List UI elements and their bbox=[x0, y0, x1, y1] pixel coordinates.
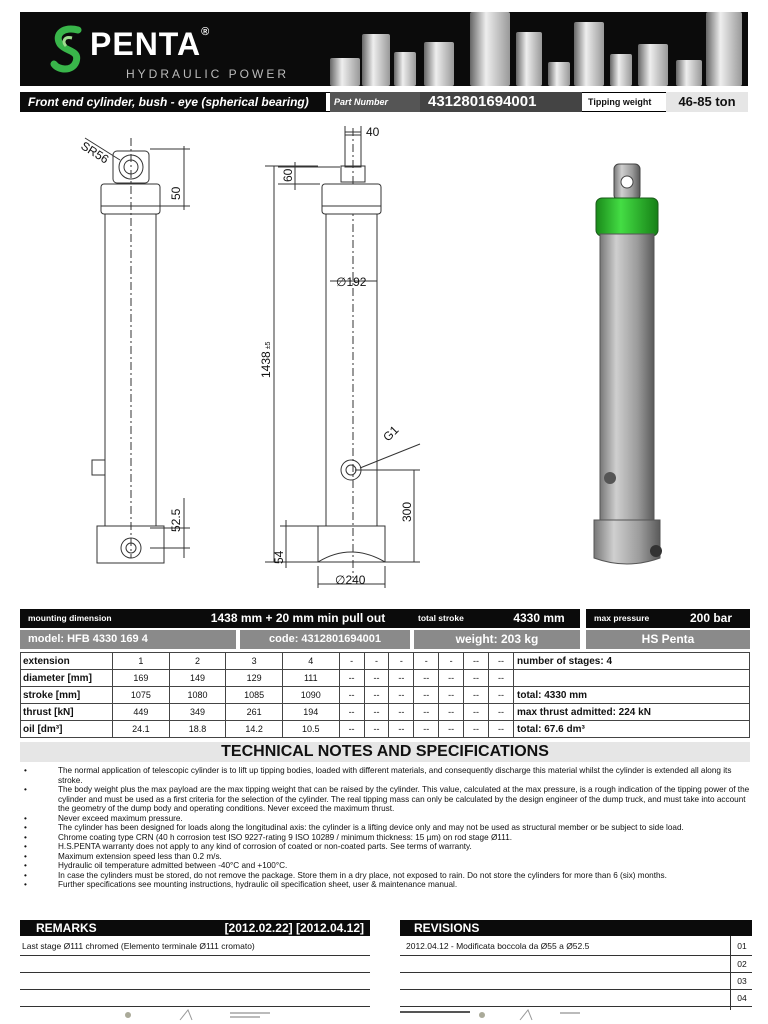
spec-cell: 349 bbox=[169, 704, 226, 721]
spec-cell: 2 bbox=[169, 653, 226, 670]
product-weight: weight: 203 kg bbox=[414, 630, 580, 649]
total-stroke-value: 4330 mm bbox=[498, 609, 580, 628]
remarks-title: REMARKS bbox=[36, 921, 97, 935]
spec-row bbox=[21, 670, 750, 687]
spec-cell: 1085 bbox=[226, 687, 283, 704]
dim-60: 60 bbox=[281, 168, 295, 182]
part-number-value: 4312801694001 bbox=[420, 92, 582, 112]
spec-cell: 4 bbox=[282, 653, 339, 670]
product-title: Front end cylinder, bush - eye (spherical bearing) bbox=[20, 92, 326, 112]
penta-logo-icon bbox=[50, 24, 86, 74]
spec-row-summary bbox=[514, 670, 750, 687]
note-item: • Maximum extension speed less than 0.2 m/s. bbox=[20, 852, 750, 862]
total-stroke-label: total stroke bbox=[412, 609, 498, 628]
spec-cell: -- bbox=[439, 670, 464, 687]
notes-heading: TECHNICAL NOTES AND SPECIFICATIONS bbox=[20, 742, 750, 762]
note-item: • Chrome coating type CRN (40 h corrosion test ISO 9227-rating 9 ISO 10289 / minimum thickness: 15 µm) on rod stage Ø111. bbox=[20, 833, 750, 843]
spec-cell: 1075 bbox=[113, 687, 170, 704]
revision-number: 01 bbox=[737, 941, 747, 951]
brand-name: PENTA® bbox=[90, 26, 211, 62]
spec-cell: 111 bbox=[282, 670, 339, 687]
spec-cell: 129 bbox=[226, 670, 283, 687]
spec-cell: 24.1 bbox=[113, 721, 170, 738]
note-item: • The normal application of telescopic cylinder is to lift up tipping bodies, loaded with different materials, and consequently discharge this material whilst the cylinder is extended all along its stroke. bbox=[20, 766, 750, 785]
spec-cell: -- bbox=[488, 653, 513, 670]
spec-cell: 18.8 bbox=[169, 721, 226, 738]
spec-cell: -- bbox=[389, 704, 414, 721]
dim-50: 50 bbox=[169, 186, 183, 200]
note-item: • The body weight plus the max payload are the max tipping weight that can be raised by the cylinder. This value, calculated at the max pressure, is a rough indication of the tipping power of the cylinder and must be used as a first criteria for the selection of the cylinder. The real tipping mass can only be calculated by the design engineer of the dump truck, and must take into account the geometry of the dump body and operating conditions. Never exceed the maximum thrust. bbox=[20, 785, 750, 814]
spec-cell: 149 bbox=[169, 670, 226, 687]
tipping-weight-label: Tipping weight bbox=[588, 97, 652, 107]
spec-cell: -- bbox=[364, 687, 389, 704]
dim-52-5: 52.5 bbox=[169, 508, 183, 532]
spec-cell: -- bbox=[464, 704, 489, 721]
mounting-dimension-value: 1438 mm + 20 mm min pull out bbox=[180, 609, 416, 628]
spec-table bbox=[20, 652, 750, 738]
product-code: code: 4312801694001 bbox=[240, 630, 410, 649]
spec-row-label: extension bbox=[21, 653, 113, 670]
registered-mark: ® bbox=[201, 26, 211, 38]
spec-row-summary: total: 4330 mm bbox=[514, 687, 750, 704]
summary-row-1 bbox=[20, 609, 750, 628]
cylinder-photos bbox=[320, 12, 748, 86]
spec-cell: -- bbox=[364, 670, 389, 687]
technical-drawing bbox=[0, 118, 768, 600]
dim-g1: G1 bbox=[380, 422, 402, 445]
spec-cell: 1090 bbox=[282, 687, 339, 704]
spec-cell: -- bbox=[488, 721, 513, 738]
spec-cell: -- bbox=[414, 704, 439, 721]
spec-cell: - bbox=[414, 653, 439, 670]
summary-row-2 bbox=[20, 630, 750, 649]
spec-row-label: thrust [kN] bbox=[21, 704, 113, 721]
dim-1438: 1438±5 bbox=[259, 341, 273, 378]
spec-cell: -- bbox=[439, 687, 464, 704]
spec-cell: 10.5 bbox=[282, 721, 339, 738]
note-item: • The cylinder has been designed for loads along the longitudinal axis: the cylinder is a lifting device only and may not be used as structural member or be subject to side load. bbox=[20, 823, 750, 833]
spec-cell: -- bbox=[339, 721, 364, 738]
spec-cell: -- bbox=[339, 687, 364, 704]
note-item: • Never exceed maximum pressure. bbox=[20, 814, 750, 824]
spec-cell: -- bbox=[464, 670, 489, 687]
dim-sr56: SR56 bbox=[78, 138, 112, 167]
note-item: • H.S.PENTA warranty does not apply to any kind of corrosion of coated or non-coated parts. See terms of warranty. bbox=[20, 842, 750, 852]
cylinder-render bbox=[594, 164, 662, 564]
spec-cell: -- bbox=[414, 687, 439, 704]
dim-240: ∅240 bbox=[335, 573, 366, 587]
spec-row-summary: total: 67.6 dm³ bbox=[514, 721, 750, 738]
spec-cell: -- bbox=[439, 721, 464, 738]
spec-cell: -- bbox=[488, 670, 513, 687]
model-code: model: HFB 4330 169 4 bbox=[20, 630, 236, 649]
spec-cell: -- bbox=[339, 670, 364, 687]
remarks-dates: [2012.02.22] [2012.04.12] bbox=[224, 921, 364, 935]
remarks-line-1: Last stage Ø111 chromed (Elemento terminale Ø111 cromato) bbox=[22, 941, 255, 951]
spec-cell: 3 bbox=[226, 653, 283, 670]
note-item: • Hydraulic oil temperature admitted between -40°C and +100°C. bbox=[20, 861, 750, 871]
spec-cell: - bbox=[439, 653, 464, 670]
spec-cell: - bbox=[389, 653, 414, 670]
spec-cell: -- bbox=[389, 721, 414, 738]
spec-row-label: stroke [mm] bbox=[21, 687, 113, 704]
spec-cell: 1 bbox=[113, 653, 170, 670]
header-banner bbox=[20, 12, 748, 86]
spec-cell: -- bbox=[464, 687, 489, 704]
part-number-label: Part Number bbox=[330, 92, 420, 112]
brand-tagline: HYDRAULIC POWER bbox=[126, 67, 290, 81]
spec-row-label: diameter [mm] bbox=[21, 670, 113, 687]
mounting-dimension-label: mounting dimension bbox=[20, 609, 180, 628]
spec-cell: -- bbox=[364, 704, 389, 721]
spec-cell: 449 bbox=[113, 704, 170, 721]
max-pressure-value: 200 bar bbox=[672, 609, 750, 628]
spec-cell: - bbox=[339, 653, 364, 670]
spec-cell: - bbox=[364, 653, 389, 670]
remarks-heading bbox=[20, 920, 370, 936]
spec-cell: -- bbox=[414, 670, 439, 687]
spec-cell: -- bbox=[439, 704, 464, 721]
revision-number: 02 bbox=[737, 959, 747, 969]
revision-number: 04 bbox=[737, 993, 747, 1003]
spec-cell: -- bbox=[339, 704, 364, 721]
spec-cell: 261 bbox=[226, 704, 283, 721]
dim-54: 54 bbox=[272, 550, 286, 564]
tipping-weight-value: 46-85 ton bbox=[666, 92, 748, 112]
spec-cell: -- bbox=[389, 670, 414, 687]
spec-cell: 194 bbox=[282, 704, 339, 721]
spec-cell: 1080 bbox=[169, 687, 226, 704]
spec-row-summary: number of stages: 4 bbox=[514, 653, 750, 670]
notes-list bbox=[20, 766, 750, 890]
spec-row bbox=[21, 721, 750, 738]
spec-cell: -- bbox=[414, 721, 439, 738]
max-pressure-label: max pressure bbox=[586, 609, 672, 628]
spec-cell: -- bbox=[488, 687, 513, 704]
spec-cell: 14.2 bbox=[226, 721, 283, 738]
spec-row bbox=[21, 687, 750, 704]
spec-row bbox=[21, 704, 750, 721]
spec-cell: -- bbox=[488, 704, 513, 721]
dim-300: 300 bbox=[400, 501, 414, 522]
revision-number: 03 bbox=[737, 976, 747, 986]
note-item: • Further specifications see mounting instructions, hydraulic oil specification sheet, user & maintenance manual. bbox=[20, 880, 750, 890]
spec-cell: 169 bbox=[113, 670, 170, 687]
spec-cell: -- bbox=[464, 653, 489, 670]
note-item: • In case the cylinders must be stored, do not remove the package. Store them in a dry place, not exposed to rain. Do not store the cylinders for more than 6 (six) months. bbox=[20, 871, 750, 881]
dim-40: 40 bbox=[366, 125, 380, 139]
revision-line-1: 2012.04.12 - Modificata boccola da Ø55 a Ø52.5 bbox=[406, 941, 590, 951]
spec-cell: -- bbox=[364, 721, 389, 738]
manufacturer: HS Penta bbox=[586, 630, 750, 649]
dim-192: ∅192 bbox=[336, 275, 367, 289]
spec-row-summary: max thrust admitted: 224 kN bbox=[514, 704, 750, 721]
spec-row bbox=[21, 653, 750, 670]
spec-row-label: oil [dm³] bbox=[21, 721, 113, 738]
spec-cell: -- bbox=[464, 721, 489, 738]
revisions-heading: REVISIONS bbox=[400, 920, 752, 936]
spec-cell: -- bbox=[389, 687, 414, 704]
footer-stamps bbox=[110, 1008, 750, 1022]
